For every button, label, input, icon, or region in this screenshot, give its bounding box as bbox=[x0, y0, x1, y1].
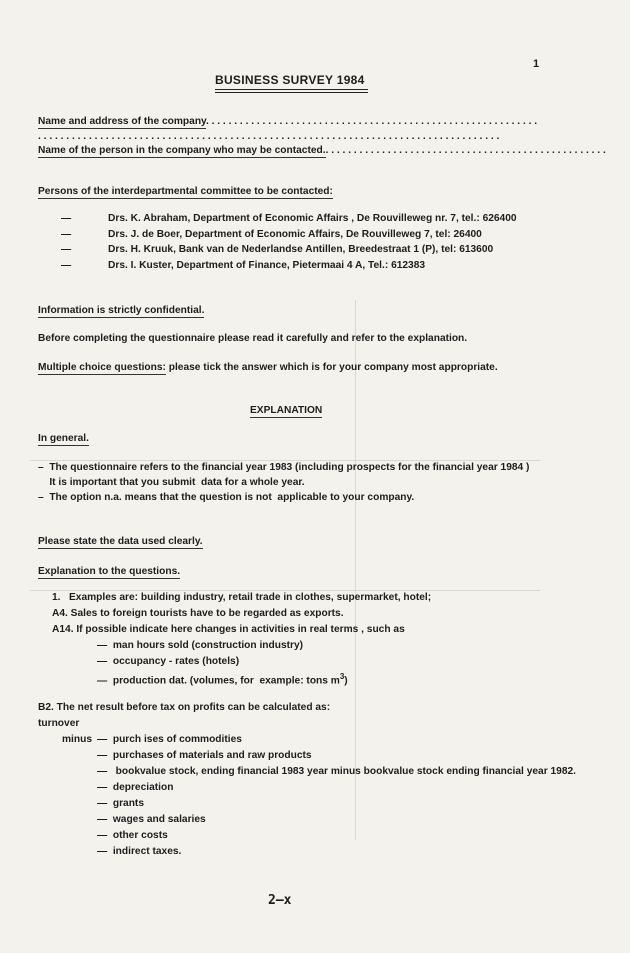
multiple-choice-text: Multiple choice questions: please tick the answer which is for your company most appropriate. bbox=[38, 362, 498, 373]
state-data-heading: Please state the data used clearly. bbox=[38, 536, 203, 547]
b2-item: — wages and salaries bbox=[97, 814, 206, 825]
note-a4: A4. Sales to foreign tourists have to be regarded as exports. bbox=[52, 608, 344, 619]
list-dash: — bbox=[61, 213, 72, 224]
bleed-through-line bbox=[30, 590, 540, 591]
list-item: Drs. K. Abraham, Department of Economic Affairs , De Rouvilleweg nr. 7, tel.: 626400 bbox=[108, 213, 517, 224]
turnover-label: turnover bbox=[38, 718, 80, 729]
note-a14: A14. If possible indicate here changes in activities in real terms , such as bbox=[52, 624, 405, 635]
list-item: Drs. I. Kuster, Department of Finance, Pietermaai 4 A, Tel.: 612383 bbox=[108, 260, 426, 271]
before-completing-text: Before completing the questionnaire please read it carefully and refer to the explanation. bbox=[38, 333, 468, 344]
page-footer-code: 2–x bbox=[268, 893, 292, 908]
list-dash: — bbox=[61, 260, 72, 271]
list-item: Drs. J. de Boer, Department of Economic Affairs, De Rouvilleweg 7, tel: 26400 bbox=[108, 229, 482, 240]
list-dash: — bbox=[61, 229, 72, 240]
b2-item: — purchases of materials and raw products bbox=[97, 750, 312, 761]
general-item: – The option n.a. means that the question is not applicable to your company. bbox=[38, 492, 415, 503]
b2-item: — bookvalue stock, ending financial 1983 year minus bookvalue stock ending financial year 1982. bbox=[97, 766, 576, 777]
note-b2: B2. The net result before tax on profits can be calculated as: bbox=[38, 702, 331, 713]
bleed-through-line bbox=[355, 300, 356, 840]
bleed-through-line bbox=[30, 460, 540, 461]
a14-item: — occupancy - rates (hotels) bbox=[97, 656, 240, 667]
fill-dots: . . . . . . . . . . . . . . . . . . . . . . . . . . . . . . . . . . . . . . . . . . . . . . . . . . . . . . . . . . . . . . . . . . . . . . . . . . . . . . . . . . bbox=[38, 131, 500, 142]
b2-item: — grants bbox=[97, 798, 144, 809]
explanation-heading: EXPLANATION bbox=[250, 405, 323, 416]
b2-item: — other costs bbox=[97, 830, 168, 841]
contact-person-field bbox=[38, 145, 606, 156]
fill-dots: . . . . . . . . . . . . . . . . . . . . . . . . . . . . . . . . . . . . . . . . . . . . . . . . . . . . . . . . . . . bbox=[205, 116, 538, 127]
list-dash: — bbox=[61, 244, 72, 255]
list-item: Drs. H. Kruuk, Bank van de Nederlandse Antillen, Breedestraat 1 (P), tel: 613600 bbox=[108, 244, 494, 255]
general-item: – The questionnaire refers to the financial year 1983 (including prospects for the financial year 1984 ) bbox=[38, 462, 530, 473]
company-name-address-field bbox=[38, 116, 537, 127]
title-underline bbox=[215, 89, 368, 93]
minus-label: minus bbox=[62, 734, 93, 745]
b2-item: — depreciation bbox=[97, 782, 174, 793]
committee-heading: Persons of the interdepartmental committee to be contacted: bbox=[38, 186, 333, 197]
b2-item: — indirect taxes. bbox=[97, 846, 182, 857]
page-title: BUSINESS SURVEY 1984 bbox=[215, 73, 365, 87]
page-number: 1 bbox=[533, 58, 540, 70]
b2-item: — purch ises of commodities bbox=[97, 734, 242, 745]
questions-heading: Explanation to the questions. bbox=[38, 566, 181, 577]
a14-item: — production dat. (volumes, for example: tons $m^3$) bbox=[97, 672, 348, 687]
field-label: Name of the person in the company who may be contacted. bbox=[38, 145, 326, 156]
confidential-notice: Information is strictly confidential. bbox=[38, 305, 205, 316]
general-item: It is important that you submit data for a whole year. bbox=[38, 477, 305, 488]
in-general-heading: In general. bbox=[38, 433, 89, 444]
note-q1: 1. Examples are: building industry, retail trade in clothes, supermarket, hotel; bbox=[52, 592, 432, 603]
field-label: Name and address of the company bbox=[38, 116, 206, 127]
fill-dots: . . . . . . . . . . . . . . . . . . . . . . . . . . . . . . . . . . . . . . . . . . . . . . . . . . bbox=[325, 145, 606, 156]
a14-item: — man hours sold (construction industry) bbox=[97, 640, 304, 651]
